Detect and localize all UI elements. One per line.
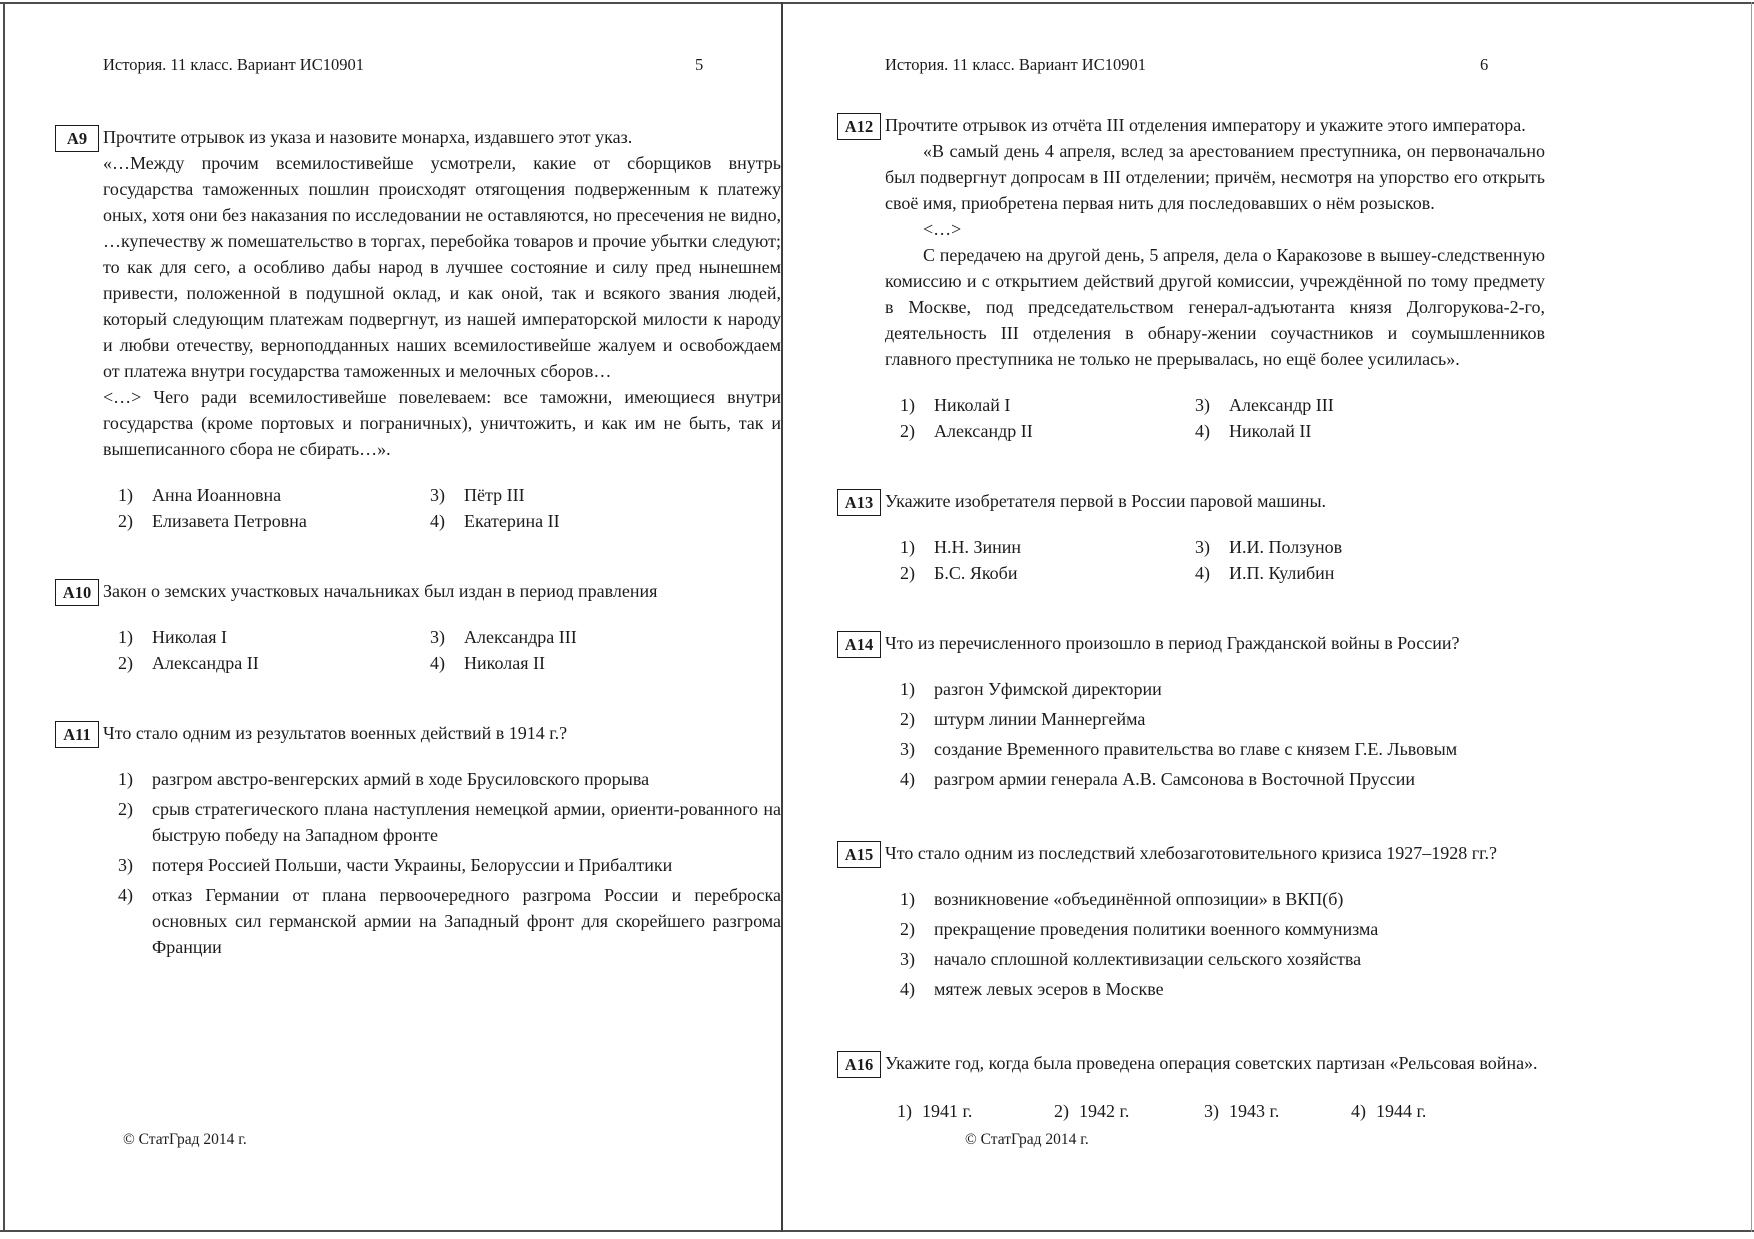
answer-option	[885, 534, 1195, 560]
question-statement: Что стало одним из последствий хлебозаготовительного кризиса 1927–1928 гг.?	[885, 843, 1497, 863]
question-label-cell	[55, 720, 103, 964]
option-text: Елизавета Петровна	[152, 511, 307, 531]
option-number: 1)	[118, 627, 133, 647]
options-group	[885, 886, 1545, 1002]
options-group	[103, 482, 781, 534]
answer-option	[1204, 1098, 1351, 1124]
option-text: отказ Германии от плана первоочередного разгрома России и переброска основных сил германской армии на Западный фронт для скорейшего разгрома Франции	[152, 885, 781, 957]
answer-option	[897, 1098, 1054, 1124]
option-text: Александр II	[934, 421, 1033, 441]
question-statement: Что стало одним из результатов военных действий в 1914 г.?	[103, 723, 568, 743]
question-body	[103, 578, 781, 676]
answer-option	[103, 650, 430, 676]
option-text: Пётр III	[464, 485, 525, 505]
option-text: разгром армии генерала А.В. Самсонова в Восточной Пруссии	[934, 769, 1415, 789]
question-number-box: А9	[55, 125, 99, 152]
answer-option	[1195, 560, 1545, 586]
copyright-footer: © СтатГрад 2014 г.	[965, 1131, 1089, 1148]
option-text: мятеж левых эсеров в Москве	[934, 979, 1164, 999]
option-number: 4)	[900, 769, 915, 789]
question-number-box: А12	[837, 113, 881, 140]
question-statement: Прочтите отрывок из отчёта III отделения императору и укажите этого императора.	[885, 115, 1526, 135]
option-text: Николай I	[934, 395, 1011, 415]
questions-container-right	[837, 112, 1545, 1124]
option-text: Б.С. Якоби	[934, 563, 1018, 583]
answer-option	[103, 766, 781, 792]
question-label-cell	[837, 112, 885, 444]
question-statement: Закон о земских участковых начальниках был издан в период правления	[103, 581, 658, 601]
questions-container-left	[55, 124, 781, 964]
answer-option	[103, 508, 430, 534]
answer-option	[885, 392, 1195, 418]
answer-option	[430, 508, 781, 534]
option-text: создание Временного правительства во главе с князем Г.Е. Львовым	[934, 739, 1458, 759]
answer-option	[430, 482, 781, 508]
option-number: 2)	[900, 563, 915, 583]
option-number: 2)	[118, 511, 133, 531]
option-number: 2)	[900, 709, 915, 729]
question-number-box: А15	[837, 841, 881, 868]
answer-option	[885, 976, 1545, 1002]
option-number: 2)	[900, 421, 915, 441]
question-number-box: А11	[55, 721, 99, 748]
question-statement: Прочтите отрывок из указа и назовите монарха, издавшего этот указ.	[103, 127, 633, 147]
option-number: 1)	[118, 485, 133, 505]
copyright-footer: © СтатГрад 2014 г.	[123, 1131, 247, 1148]
option-number: 4)	[1195, 421, 1210, 441]
option-text: 1941 г.	[922, 1101, 973, 1121]
options-group	[885, 676, 1545, 792]
option-number: 3)	[118, 855, 133, 875]
page-6	[783, 0, 1754, 1239]
option-text: 1943 г.	[1229, 1101, 1280, 1121]
option-number: 3)	[1204, 1101, 1219, 1121]
question-statement: Что из перечисленного произошло в период Гражданской войны в России?	[885, 633, 1460, 653]
page-header-title: История. 11 класс. Вариант ИС10901	[885, 55, 1146, 74]
option-text: Александр III	[1229, 395, 1334, 415]
option-text: штурм линии Маннергейма	[934, 709, 1146, 729]
answer-option	[885, 766, 1545, 792]
option-number: 1)	[900, 679, 915, 699]
answer-option	[430, 624, 781, 650]
option-number: 3)	[430, 627, 445, 647]
option-text: потеря Россией Польши, части Украины, Белоруссии и Прибалтики	[152, 855, 673, 875]
option-text: срыв стратегического плана наступления немецкой армии, ориенти-рованного на быструю победу на Западном фронте	[152, 799, 781, 845]
answer-option	[1195, 534, 1545, 560]
question-paragraph: <…> Чего ради всемилостивейше повелеваем: все таможни, имеющиеся внутри государства (кроме портовых и пограничных), уничтожить, и как им не быть, так и вышеписанного сбора не сбирать…».	[103, 387, 781, 459]
page-number: 5	[695, 55, 704, 74]
question-number-box: А13	[837, 489, 881, 516]
question-block	[837, 840, 1545, 1006]
option-text: Александра II	[152, 653, 259, 673]
options-group	[885, 392, 1545, 444]
option-text: Н.Н. Зинин	[934, 537, 1022, 557]
option-number: 4)	[118, 885, 133, 905]
option-text: разгон Уфимской директории	[934, 679, 1162, 699]
question-label-cell	[55, 124, 103, 534]
option-number: 4)	[1351, 1101, 1366, 1121]
question-paragraph: С передачею на другой день, 5 апреля, дела о Каракозове в вышеу-следственную комиссию и с открытием действий другой комиссии, учреждённой по тому предмету в Москве, под председательством генерал-адъютанта князя Долгорукова-2-го, деятельность III отделения в обнару-жении соучастников и соумышленников главного преступника не только не прерывалась, но ещё более усилилась».	[885, 245, 1545, 369]
answer-option	[103, 852, 781, 878]
question-block	[55, 124, 781, 534]
page-5	[4, 0, 781, 1239]
options-group	[885, 1098, 1545, 1124]
answer-option	[1054, 1098, 1204, 1124]
option-number: 2)	[1054, 1101, 1069, 1121]
question-block	[837, 112, 1545, 444]
answer-option	[885, 706, 1545, 732]
answer-option	[885, 946, 1545, 972]
answer-option	[885, 736, 1545, 762]
option-number: 2)	[118, 653, 133, 673]
option-text: начало сплошной коллективизации сельского хозяйства	[934, 949, 1362, 969]
options-group	[103, 766, 781, 960]
question-label-cell	[55, 578, 103, 676]
answer-option	[430, 650, 781, 676]
option-number: 2)	[900, 919, 915, 939]
answer-option	[885, 886, 1545, 912]
option-text: Николая I	[152, 627, 227, 647]
option-text: разгром австро-венгерских армий в ходе Брусиловского прорыва	[152, 769, 650, 789]
answer-option	[103, 624, 430, 650]
option-text: возникновение «объединённой оппозиции» в ВКП(б)	[934, 889, 1344, 909]
option-number: 3)	[900, 949, 915, 969]
answer-option	[885, 916, 1545, 942]
option-text: прекращение проведения политики военного коммунизма	[934, 919, 1379, 939]
answer-option	[103, 482, 430, 508]
question-body	[885, 840, 1545, 1006]
option-number: 1)	[900, 537, 915, 557]
question-number-box: А14	[837, 631, 881, 658]
option-number: 4)	[430, 653, 445, 673]
option-text: 1942 г.	[1079, 1101, 1130, 1121]
question-body	[885, 112, 1545, 444]
question-block	[55, 720, 781, 964]
option-number: 1)	[900, 889, 915, 909]
question-body	[885, 630, 1545, 796]
option-number: 3)	[430, 485, 445, 505]
option-number: 3)	[900, 739, 915, 759]
option-number: 1)	[900, 395, 915, 415]
answer-option	[1195, 418, 1545, 444]
option-number: 3)	[1195, 395, 1210, 415]
option-number: 4)	[430, 511, 445, 531]
page-number: 6	[1480, 55, 1489, 74]
option-text: И.П. Кулибин	[1229, 563, 1335, 583]
answer-option	[103, 882, 781, 960]
question-number-box: А16	[837, 1051, 881, 1078]
option-text: Екатерина II	[464, 511, 560, 531]
option-text: Николай II	[1229, 421, 1312, 441]
question-block	[837, 1050, 1545, 1124]
answer-option	[885, 560, 1195, 586]
options-group	[885, 534, 1545, 586]
answer-option	[885, 418, 1195, 444]
question-body	[103, 720, 781, 964]
question-block	[837, 630, 1545, 796]
answer-option	[1351, 1098, 1426, 1124]
question-statement: Укажите изобретателя первой в России паровой машины.	[885, 491, 1327, 511]
option-number: 4)	[1195, 563, 1210, 583]
answer-option	[1195, 392, 1545, 418]
question-body	[885, 488, 1545, 586]
question-label-cell	[837, 630, 885, 796]
option-text: И.И. Ползунов	[1229, 537, 1343, 557]
question-paragraph: «…Между прочим всемилостивейше усмотрели, какие от сборщиков внутрь государства таможенных пошлин происходят отягощения подверженным к платежу оных, хотя они без наказания по исследовании не оставляются, но пресечения не видно, …купечеству ж помешательство в торгах, перебойка товаров и прочие убытки следуют; то как для сего, а особливо дабы народ в лучшее состояние и силу пред нынешнем привести, положенной в подушной оклад, и как оной, так и всякого звания людей, который следующим платежам подвергнут, из нашей императорской милости к народу и любви отечеству, верноподданных наших всемилостивейше жалуем и освобождаем от платежа внутри государства таможенных и мелочных сборов…	[103, 153, 781, 381]
question-label-cell	[837, 840, 885, 1006]
question-block	[55, 578, 781, 676]
question-paragraph: <…>	[923, 219, 962, 239]
question-paragraph: «В самый день 4 апреля, вслед за арестованием преступника, он первоначально был подвергнут допросам в III отделении; причём, несмотря на упорство его открыть своё имя, приобретена первая нить для последовавших о нём розысков.	[885, 141, 1545, 213]
question-number-box: А10	[55, 579, 99, 606]
question-statement: Укажите год, когда была проведена операция советских партизан «Рельсовая война».	[885, 1053, 1538, 1073]
option-text: 1944 г.	[1376, 1101, 1427, 1121]
answer-option	[885, 676, 1545, 702]
option-text: Николая II	[464, 653, 545, 673]
question-label-cell	[837, 1050, 885, 1124]
option-number: 4)	[900, 979, 915, 999]
option-text: Анна Иоанновна	[152, 485, 282, 505]
question-block	[837, 488, 1545, 586]
question-label-cell	[837, 488, 885, 586]
option-number: 3)	[1195, 537, 1210, 557]
options-group	[103, 624, 781, 676]
option-text: Александра III	[464, 627, 577, 647]
option-number: 2)	[118, 799, 133, 819]
answer-option	[103, 796, 781, 848]
option-number: 1)	[118, 769, 133, 789]
option-number: 1)	[897, 1101, 912, 1121]
page-header-title: История. 11 класс. Вариант ИС10901	[103, 55, 364, 74]
question-body	[103, 124, 781, 534]
question-body	[885, 1050, 1545, 1124]
